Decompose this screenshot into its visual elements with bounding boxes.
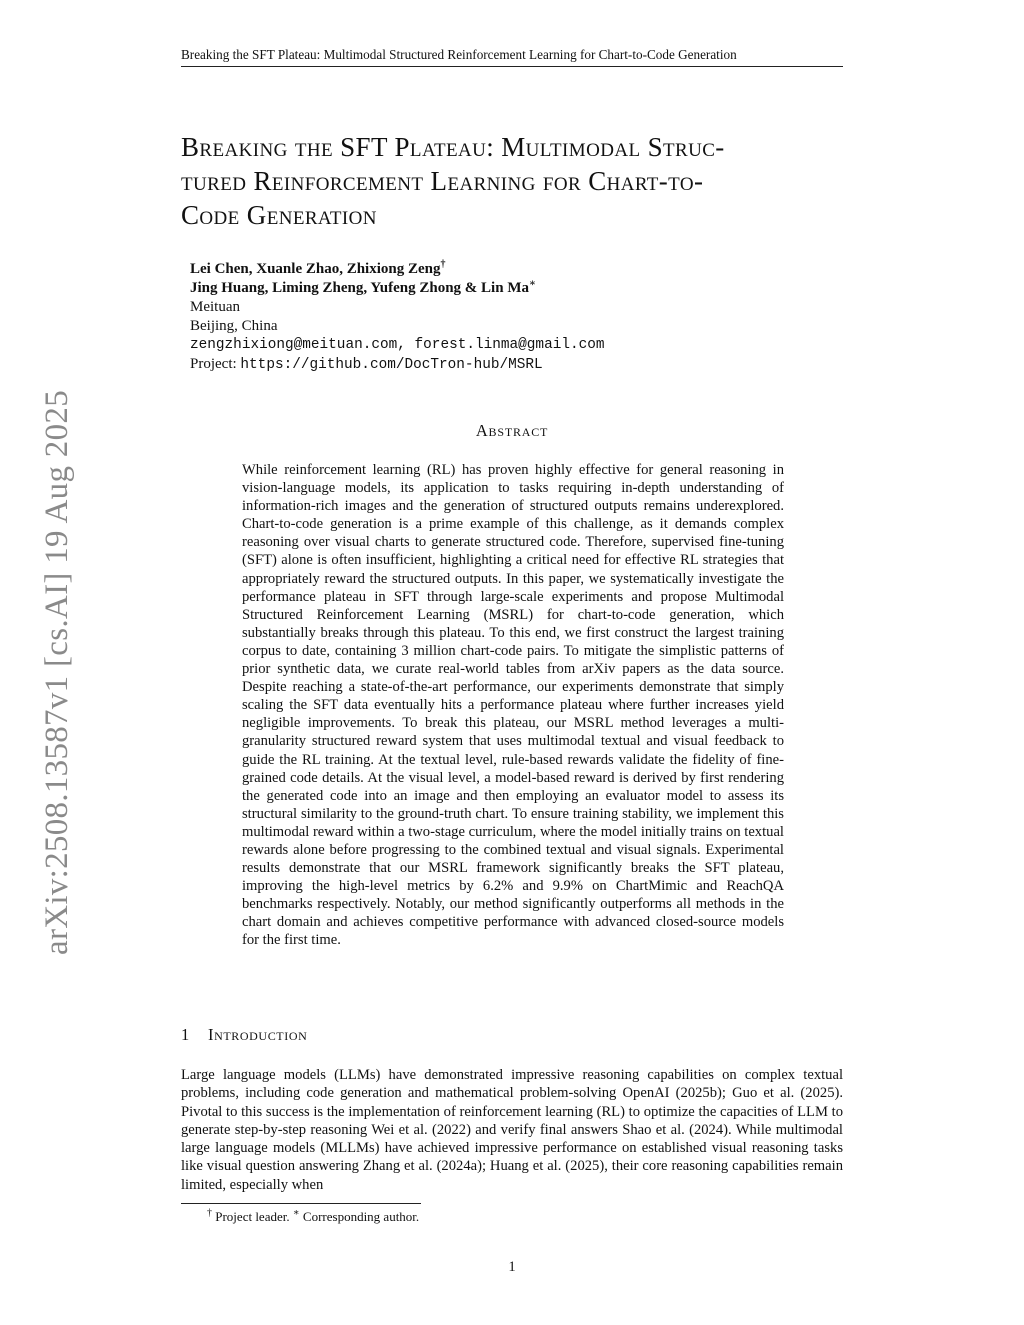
footnote-mark-dagger: † (207, 1207, 212, 1219)
footnote-mark-asterisk: ∗ (292, 1207, 300, 1219)
section-number: 1 (181, 1025, 190, 1044)
affiliation: Meituan (190, 299, 240, 315)
running-head: Breaking the SFT Plateau: Multimodal Structured Reinforcement Learning for Chart-to-Code Generation (181, 47, 737, 62)
author-block (190, 260, 810, 375)
arxiv-identifier: arXiv:2508.13587v1 [cs.AI] 19 Aug 2025 (39, 389, 75, 955)
footnote-text-2: Corresponding author. (299, 1209, 420, 1224)
section-title: Introduction (208, 1025, 308, 1044)
author-emails[interactable]: zengzhixiong@meituan.com, forest.linma@gmail.com (190, 337, 605, 353)
introduction-text: Large language models (LLMs) have demonstrated impressive reasoning capabilities on complex textual problems, including code generation and mathematical problem-solving OpenAI (2025b); Guo et al. (2025). Pivotal to this success is the implementation of reinforcement learning (RL) to optimize the capacities of LLM to generate step-by-step reasoning Wei et al. (2022) and verify final answers Shao et al. (2024). While multimodal large language models (MLLMs) have achieved impressive performance on established visual reasoning tasks like visual question answering Zhang et al. (2024a); Huang et al. (2025), their core reasoning capabilities remain limited, especially when (181, 1067, 843, 1193)
project-label: Project: (190, 356, 237, 372)
abstract-heading: Abstract (475, 421, 549, 440)
location: Beijing, China (190, 318, 278, 334)
footnote (207, 1208, 807, 1225)
project-line (190, 355, 810, 375)
abstract-text: While reinforcement learning (RL) has proven highly effective for general reasoning in vision-language models, its application to tasks requiring in-depth understanding of information-rich images and the generation of structured outputs remains underexplored. Chart-to-code generation is a prime example of this challenge, as it demands complex reasoning over visual charts to generate structured code. Therefore, supervised fine-tuning (SFT) alone is often insufficient, highlighting a critical need for effective RL strategies that appropriately reward the structured outputs. In this paper, we systematically investigate the performance plateau in SFT through large-scale experiments and propose Multimodal Structured Reinforcement Learning (MSRL) for chart-to-code generation, which substantially breaks through this plateau. To this end, we first construct the largest training corpus to date, containing 3 million chart-code pairs. To mitigate the simplistic patterns of prior synthetic data, we curate real-world tables from arXiv papers as the data source. Despite reaching a state-of-the-art performance, our experiments demonstrate that simply scaling the SFT data eventually hits a performance plateau where further increases yield negligible improvements. To break this plateau, our MSRL method leverages a multi-granularity structured reward system that uses multimodal textual and visual feedback to guide the RL training. At the textual level, rule-based rewards validate the fidelity of fine-grained code details. At the visual level, a model-based reward is derived by first rendering the generated code into an image and then employing an evaluator model to assess its structural similarity to the ground-truth chart. To ensure training stability, we implement this multimodal reward within a two-stage curriculum, where the model initially trains on textual rewards alone before progressing to the combined textual and visual signals. Experimental results demonstrate that our MSRL framework significantly breaks the SFT plateau, improving the high-level metrics by 6.2% and 9.9% on ChartMimic and ReachQA benchmarks respectively. Notably, our method significantly outperforms all methods in the chart domain and achieves competitive performance with advanced closed-source models for the first time. (242, 462, 784, 949)
section-heading-introduction (181, 1025, 581, 1045)
header-rule (181, 66, 843, 67)
corresponding-author-mark: ∗ (528, 278, 536, 289)
author-line-1 (190, 260, 810, 279)
page-number: 1 (508, 1259, 516, 1275)
title-line-2: tured Reinforcement Learning for Chart-to- (181, 166, 704, 196)
title-line-1: Breaking the SFT Plateau: Multimodal Struc- (181, 132, 725, 162)
footnote-rule (181, 1203, 421, 1204)
project-leader-mark: † (440, 259, 446, 270)
author-names-1: Lei Chen, Xuanle Zhao, Zhixiong Zeng (190, 261, 441, 277)
paper-title (181, 130, 851, 232)
author-line-2 (190, 279, 810, 298)
project-link[interactable]: https://github.com/DocTron-hub/MSRL (240, 357, 543, 373)
footnote-text-1: Project leader. (212, 1209, 293, 1224)
title-line-3: Code Generation (181, 200, 377, 230)
author-names-2: Jing Huang, Liming Zheng, Yufeng Zhong & Lin Ma (190, 280, 529, 296)
